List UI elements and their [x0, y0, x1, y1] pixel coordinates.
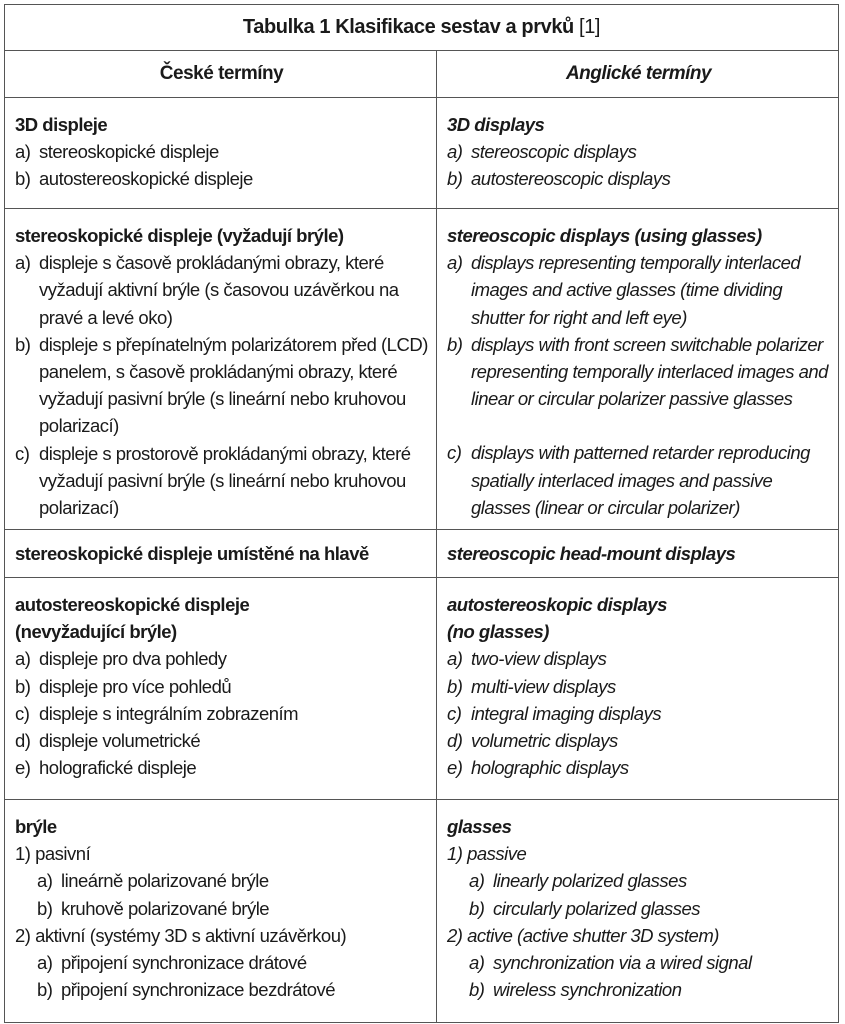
spacer	[447, 412, 830, 439]
cell-english	[437, 98, 838, 208]
row-heading-continued: (no glasses)	[447, 621, 549, 643]
list-item-level2: b) wireless synchronization	[469, 979, 682, 1001]
list-item: a) two-view displays	[447, 648, 607, 670]
cell-english	[437, 578, 838, 799]
list-item: a) displays representing temporally interlaced images and active glasses (time dividing shutter for right and left eye)	[447, 252, 801, 328]
list-item: b) displays with front screen switchable polarizer representing temporally interlaced images and linear or circular polarizer passive glasses	[447, 333, 828, 410]
table-title	[5, 16, 838, 39]
list-item: e) holographic displays	[447, 757, 629, 779]
row-heading: stereoscopic head-mount displays	[447, 542, 736, 564]
cell-czech	[5, 800, 437, 1022]
row-heading: 3D displays	[447, 114, 545, 135]
list-item-level2: a) připojení synchronizace drátové	[37, 952, 307, 974]
cell-english	[437, 800, 838, 1022]
list-item-level1: 2) active (active shutter 3D system)	[447, 924, 719, 946]
list-item: e) holografické displeje	[15, 757, 197, 779]
list-item: a) stereoscopic displays	[447, 141, 637, 163]
row-heading: 3D displeje	[15, 114, 108, 135]
list-item: c) displeje s integrálním zobrazením	[15, 702, 299, 724]
list-item-level2: a) lineárně polarizované brýle	[37, 870, 269, 892]
table-row	[5, 800, 838, 1022]
list-item: b) displeje s přepínatelným polarizátorem před (LCD) panelem, s časově prokládanými obrazy, které vyžadují pasivní brýle (s lineární nebo kruhovou polarizací)	[15, 333, 428, 437]
list-item: a) displeje s časově prokládanými obrazy, které vyžadují aktivní brýle (s časovou uzávěrkou na pravé a levé oko)	[15, 252, 399, 328]
cell-czech	[5, 578, 437, 799]
table-row	[5, 209, 838, 530]
list-item: b) autostereoskopické displeje	[15, 168, 253, 190]
row-heading: brýle	[15, 816, 57, 837]
classification-table	[4, 4, 839, 1023]
list-item: d) volumetric displays	[447, 730, 618, 752]
row-heading: glasses	[447, 816, 512, 837]
header-czech-terms: České termíny	[5, 51, 437, 97]
list-item-level2: b) připojení synchronizace bezdrátové	[37, 979, 336, 1001]
list-item-level1: 1) passive	[447, 843, 527, 865]
header-english-terms: Anglické termíny	[565, 63, 712, 85]
row-heading: stereoskopické displeje (vyžadují brýle)	[15, 225, 344, 246]
table-row	[5, 530, 838, 578]
list-item: b) multi-view displays	[447, 675, 616, 697]
list-item: b) autostereoscopic displays	[447, 168, 671, 190]
row-heading: autostereoskopic displays	[447, 594, 667, 615]
cell-czech	[5, 209, 437, 529]
list-item-level2: a) linearly polarized glasses	[469, 870, 687, 892]
cell-czech	[5, 98, 437, 208]
row-heading: stereoskopické displeje umístěné na hlavě	[5, 530, 437, 577]
list-item-level1: 1) pasivní	[15, 843, 91, 865]
cell-english	[437, 209, 838, 529]
list-item: c) integral imaging displays	[447, 702, 662, 724]
list-item: a) displeje pro dva pohledy	[15, 648, 227, 670]
list-item: c) displays with patterned retarder reproducing spatially interlaced images and passive glasses (linear or circular polarizer)	[447, 442, 810, 518]
table-row	[5, 98, 838, 209]
list-item: a) stereoskopické displeje	[15, 141, 219, 163]
list-item: d) displeje volumetrické	[15, 730, 201, 752]
row-heading: autostereoskopické displeje	[15, 594, 250, 615]
table-title-reference: [1]	[579, 16, 601, 38]
list-item: b) displeje pro více pohledů	[15, 675, 232, 697]
table-row	[5, 578, 838, 800]
row-heading: stereoscopic displays (using glasses)	[447, 225, 762, 246]
table-header-row	[5, 51, 838, 98]
table-title-main: Tabulka 1 Klasifikace sestav a prvků	[242, 16, 574, 38]
list-item-level2: b) circularly polarized glasses	[469, 897, 701, 919]
list-item-level2: b) kruhově polarizované brýle	[37, 897, 270, 919]
table-title-row	[5, 5, 838, 51]
row-heading-continued: (nevyžadující brýle)	[15, 621, 177, 643]
list-item-level2: a) synchronization via a wired signal	[469, 952, 752, 974]
list-item-level1: 2) aktivní (systémy 3D s aktivní uzávěrkou)	[15, 924, 347, 946]
list-item: c) displeje s prostorově prokládanými obrazy, které vyžadují pasivní brýle (s lineární nebo kruhovou polarizací)	[15, 442, 411, 519]
